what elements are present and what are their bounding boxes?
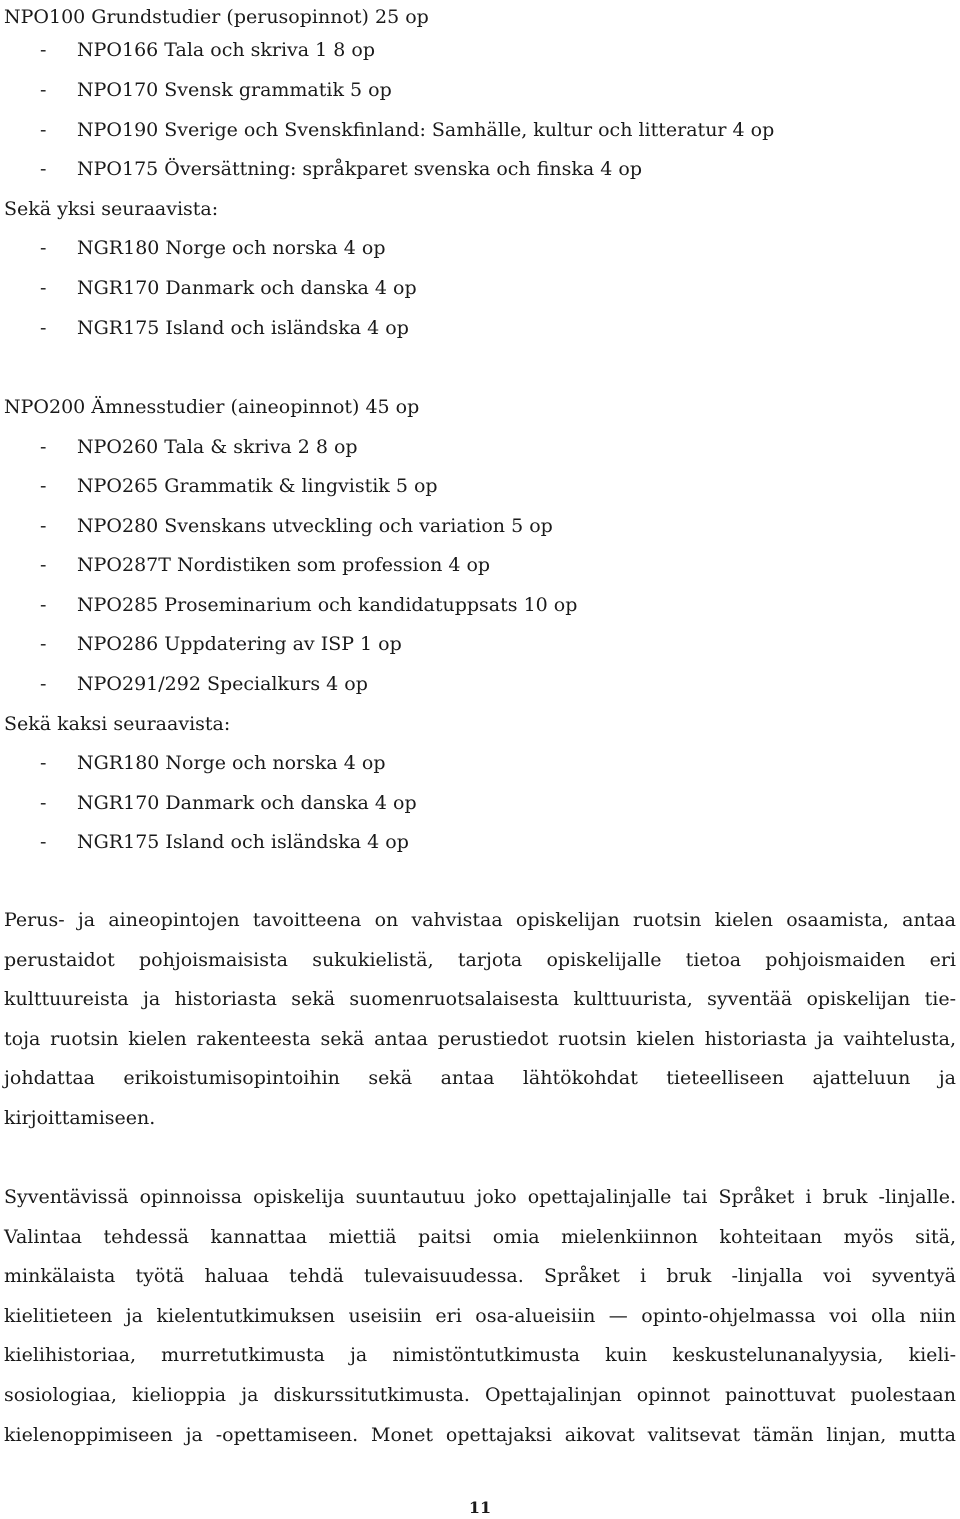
course-item: - NPO285 Proseminarium och kandidatuppsats 10 op [40, 594, 578, 616]
choice-item: - NGR170 Danmark och danska 4 op [40, 277, 417, 299]
course-item: - NPO260 Tala & skriva 2 8 op [40, 436, 358, 458]
course-item: - NPO286 Uppdatering av ISP 1 op [40, 633, 402, 655]
choice-label: Sekä yksi seuraavista: [4, 198, 219, 220]
choice-item: - NGR180 Norge och norska 4 op [40, 752, 386, 774]
section-heading-npo200: NPO200 Ämnesstudier (aineopinnot) 45 op [4, 396, 420, 418]
course-item: - NPO166 Tala och skriva 1 8 op [40, 39, 375, 61]
choice-item: - NGR170 Danmark och danska 4 op [40, 792, 417, 814]
course-item: - NPO291/292 Specialkurs 4 op [40, 673, 368, 695]
course-item: - NPO265 Grammatik & lingvistik 5 op [40, 475, 438, 497]
choice-item: - NGR175 Island och isländska 4 op [40, 317, 409, 339]
course-item: - NPO287T Nordistiken som profession 4 op [40, 554, 491, 576]
course-item: - NPO175 Översättning: språkparet svenska och finska 4 op [40, 158, 642, 180]
page-number: 11 [468, 1498, 492, 1517]
course-item: - NPO280 Svenskans utveckling och variation 5 op [40, 515, 553, 537]
paragraph-objectives: Perus- ja aineopintojen tavoitteena on vahvistaa opiskelijan ruotsin kielen osaamista, antaa perustaidot pohjoismaisista sukukielistä, tarjota opiskelijalle tietoa pohjoismaiden eri kulttuureista ja historiasta sekä suomenruotsalaisesta kulttuurista, syventää opiskelijan tie- toja ruotsin kielen rakenteesta sekä antaa perustiedot ruotsin kielen historiasta ja vaihtelusta, johdattaa erikoistumisopintoihin sekä antaa lähtökohdat tieteelliseen ajatteluun ja kirjoittamiseen. [4, 909, 956, 1129]
paragraph-advanced-studies: Syventävissä opinnoissa opiskelija suuntautuu joko opettajalinjalle tai Språket i bruk -linjalle. Valintaa tehdessä kannattaa miettiä paitsi omia mielenkiinnon kohteitaan myös sitä, minkälaista työtä haluaa tehdä tulevaisuudessa. Språket i bruk -linjalla voi syventyä kielitieteen ja kielentutkimuksen useisiin eri osa-alueisiin — opinto-ohjelmassa voi olla niin kielihistoriaa, murretutkimusta ja nimistöntutkimusta kuin keskustelunanalyysia, kieli- sosiologiaa, kielioppia ja diskurssitutkimusta. Opettajalinjan opinnot painottuvat puolestaan kielenoppimiseen ja -opettamiseen. Monet opettajaksi aikovat valitsevat tämän linjan, mutta [4, 1186, 956, 1446]
course-item: - NPO190 Sverige och Svenskfinland: Samhälle, kultur och litteratur 4 op [40, 119, 775, 141]
course-item: - NPO170 Svensk grammatik 5 op [40, 79, 392, 101]
choice-item: - NGR180 Norge och norska 4 op [40, 237, 386, 259]
section-heading-npo100: NPO100 Grundstudier (perusopinnot) 25 op [4, 6, 429, 28]
choice-item: - NGR175 Island och isländska 4 op [40, 831, 409, 853]
choice-label: Sekä kaksi seuraavista: [4, 713, 231, 735]
